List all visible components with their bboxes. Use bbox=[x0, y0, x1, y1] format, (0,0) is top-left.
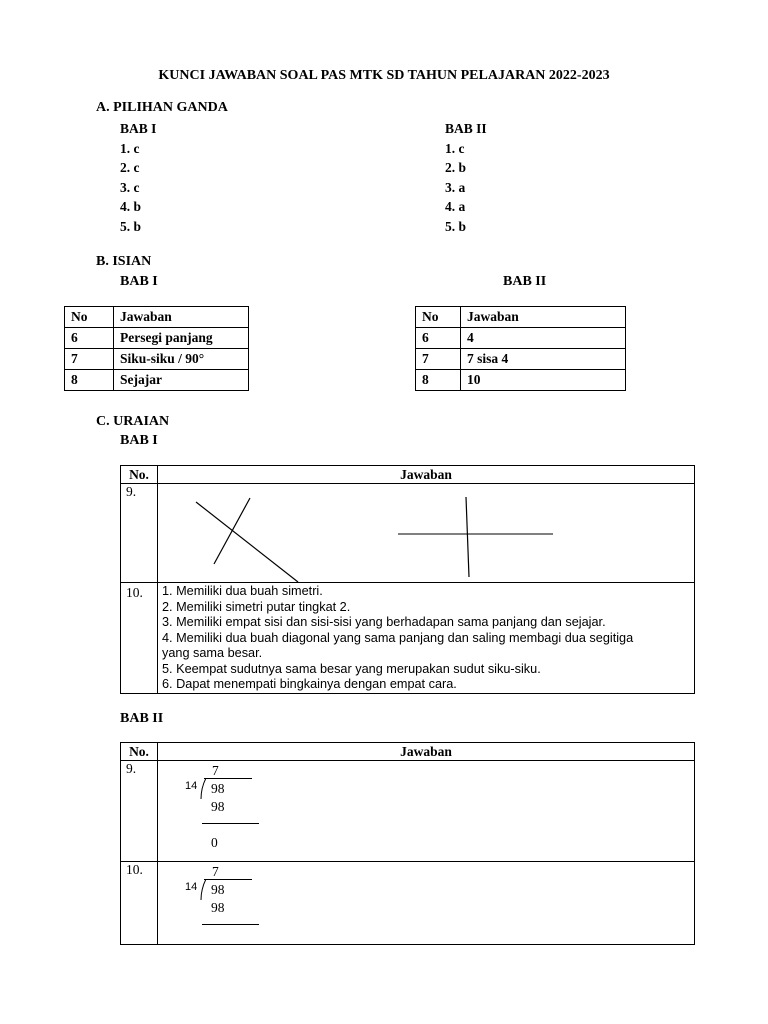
table-cell: 4 bbox=[461, 328, 626, 349]
section-b-heading: B. ISIAN bbox=[96, 254, 152, 269]
header-cell: Jawaban bbox=[461, 307, 626, 328]
remainder: 0 bbox=[211, 835, 218, 850]
product: 98 bbox=[211, 900, 225, 915]
header-cell: No bbox=[65, 307, 114, 328]
table-row bbox=[121, 466, 695, 484]
division-bracket bbox=[200, 879, 208, 901]
bab1-label: BAB I bbox=[120, 121, 157, 136]
table-row bbox=[65, 328, 249, 349]
list-item: 4. Memiliki dua buah diagonal yang sama panjang dan saling membagi dua segitiga yang sama besar. bbox=[162, 630, 634, 660]
table-row bbox=[416, 307, 626, 328]
dividend: 98 bbox=[211, 781, 225, 796]
table-row bbox=[65, 349, 249, 370]
table-cell: Sejajar bbox=[114, 370, 249, 391]
list-item: 2. c bbox=[120, 160, 140, 175]
table-row bbox=[121, 484, 695, 583]
list-item: 1. Memiliki dua buah simetri. bbox=[162, 584, 323, 598]
table-row bbox=[121, 761, 695, 862]
lines-drawing bbox=[158, 484, 695, 582]
table-cell: 6 bbox=[65, 328, 114, 349]
intersecting-line-b bbox=[214, 498, 250, 564]
table-row bbox=[121, 862, 695, 945]
table-row bbox=[121, 583, 695, 694]
isian-bab1-table bbox=[64, 306, 249, 391]
table-cell: 6 bbox=[416, 328, 461, 349]
row-number: 9. bbox=[121, 484, 158, 583]
uraian-bab2-table bbox=[120, 742, 695, 945]
list-item: 2. Memiliki simetri putar tingkat 2. bbox=[162, 599, 351, 614]
section-c-bab2-label: BAB II bbox=[120, 711, 164, 726]
header-cell: No bbox=[416, 307, 461, 328]
divisor: 14 bbox=[185, 881, 198, 893]
product: 98 bbox=[211, 799, 225, 814]
section-c-bab1-label: BAB I bbox=[120, 433, 158, 448]
list-item: 4. a bbox=[445, 199, 466, 214]
list-item: 5. b bbox=[445, 218, 467, 234]
table-cell: 8 bbox=[65, 370, 114, 391]
header-cell: No. bbox=[121, 743, 158, 761]
section-a-bab1 bbox=[120, 119, 156, 236]
list-item: 6. Dapat menempati bingkainya dengan empat cara. bbox=[162, 677, 457, 691]
header-cell: Jawaban bbox=[158, 743, 695, 761]
table-cell: 7 bbox=[416, 349, 461, 370]
list-item: 3. c bbox=[120, 179, 140, 195]
row-number: 9. bbox=[121, 761, 158, 862]
divisor: 14 bbox=[185, 780, 198, 792]
row-number: 10. bbox=[121, 862, 158, 945]
intersecting-line-a bbox=[196, 502, 298, 582]
section-c-heading: C. URAIAN bbox=[96, 414, 170, 429]
list-item: 5. b bbox=[120, 218, 142, 234]
document-title: KUNCI JAWABAN SOAL PAS MTK SD TAHUN PELAJARAN 2022-2023 bbox=[158, 68, 610, 83]
list-item: 2. b bbox=[445, 160, 467, 175]
answer-cell-list bbox=[158, 583, 695, 694]
section-a-bab2 bbox=[445, 119, 487, 236]
table-row bbox=[65, 370, 249, 391]
dividend: 98 bbox=[211, 882, 225, 897]
table-row bbox=[416, 328, 626, 349]
section-b-bab2-label: BAB II bbox=[503, 274, 547, 289]
long-division-cell bbox=[158, 862, 695, 945]
isian-bab2-table bbox=[415, 306, 626, 391]
subtraction-line bbox=[202, 823, 259, 824]
uraian-bab1-table bbox=[120, 465, 695, 694]
list-item: 4. b bbox=[120, 199, 142, 214]
answer-cell-drawing bbox=[158, 484, 695, 583]
table-cell: Persegi panjang bbox=[114, 328, 249, 349]
section-a-heading: A. PILIHAN GANDA bbox=[96, 100, 228, 115]
header-cell: Jawaban bbox=[114, 307, 249, 328]
section-b-bab1-label: BAB I bbox=[120, 274, 158, 289]
perpendicular-line bbox=[466, 497, 469, 577]
quotient: 7 bbox=[212, 763, 219, 778]
list-item: 1. c bbox=[445, 140, 465, 156]
table-cell: 7 bbox=[65, 349, 114, 370]
header-cell: Jawaban bbox=[158, 466, 695, 484]
table-cell: 8 bbox=[416, 370, 461, 391]
table-row bbox=[416, 370, 626, 391]
division-bracket bbox=[200, 778, 208, 800]
subtraction-line bbox=[202, 924, 259, 925]
quotient: 7 bbox=[212, 864, 219, 879]
bab2-label: BAB II bbox=[445, 121, 487, 136]
header-cell: No. bbox=[121, 466, 158, 484]
row-number: 10. bbox=[121, 583, 158, 694]
table-row bbox=[65, 307, 249, 328]
long-division-cell bbox=[158, 761, 695, 862]
list-item: 1. c bbox=[120, 140, 140, 156]
list-item: 3. Memiliki empat sisi dan sisi-sisi yang berhadapan sama panjang dan sejajar. bbox=[162, 615, 606, 629]
table-cell: 10 bbox=[461, 370, 626, 391]
table-cell: Siku-siku / 90° bbox=[114, 349, 249, 370]
table-row bbox=[121, 743, 695, 761]
table-cell: 7 sisa 4 bbox=[461, 349, 626, 370]
table-row bbox=[416, 349, 626, 370]
division-bar bbox=[204, 778, 252, 779]
list-item: 5. Keempat sudutnya sama besar yang merupakan sudut siku-siku. bbox=[162, 661, 541, 676]
list-item: 3. a bbox=[445, 179, 466, 195]
division-bar bbox=[204, 879, 252, 880]
